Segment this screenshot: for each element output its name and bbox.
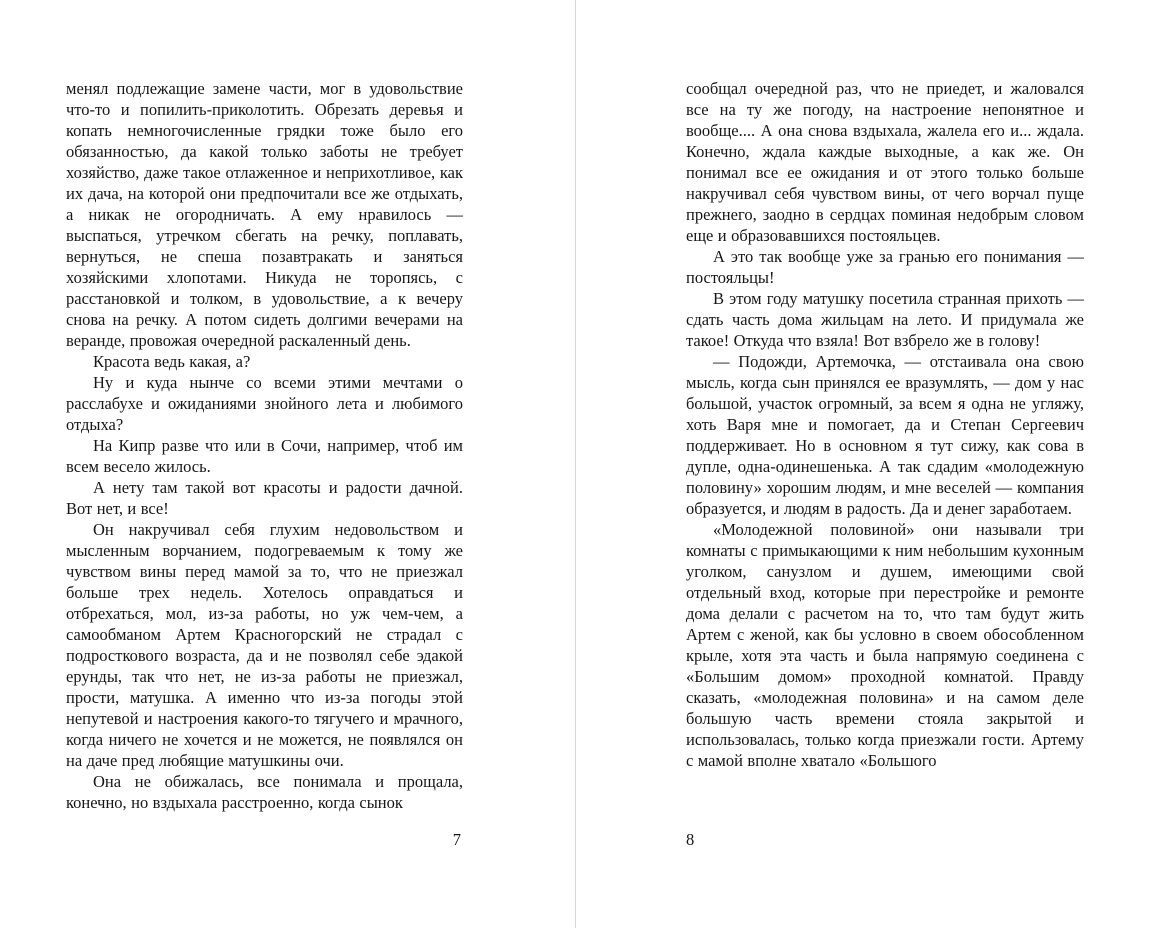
paragraph: — Подожди, Артемочка, — отстаивала она свою мысль, когда сын принялся ее вразумлять, — дом у нас большой, участок огромный, за всем я одна не угляжу, хоть Варя мне и помогает, да и Степан Сергеевич поддерживает. Но в основном я тут сижу, как сова в дупле, одна-одинешенька. А так сдадим «молодежную половину» хорошим людям, и мне веселей — компания образуется, и людям в радость. Да и денег заработаем. — [686, 352, 1084, 518]
page-left-text — [66, 78, 463, 813]
page-right — [577, 0, 1152, 928]
paragraph: менял подлежащие замене части, мог в удовольствие что-то и попилить-приколотить. Обрезать деревья и копать немногочисленные грядки тоже было его обязанностью, да какой только заботы не требует хозяйство, даже такое отлаженное и неприхотливое, как их дача, на которой они предпочитали все же отдыхать, а никак не огородничать. А ему нравилось — выспаться, утречком сбегать на речку, поплавать, вернуться, не спеша позавтракать и заняться хозяйскими хлопотами. Никуда не торопясь, с расстановкой и толком, в удовольствие, а к вечеру снова на речку. А потом сидеть долгими вечерами на веранде, провожая очередной раскаленный день. — [66, 79, 463, 350]
paragraph: Она не обижалась, все понимала и прощала, конечно, но вздыхала расстроенно, когда сынок — [66, 772, 463, 812]
paragraph: Ну и куда нынче со всеми этими мечтами о расслабухе и ожиданиями знойного лета и любимого отдыха? — [66, 373, 463, 434]
page-number-right: 8 — [686, 830, 695, 849]
page-left — [0, 0, 575, 928]
page-number-left: 7 — [452, 830, 461, 849]
paragraph: В этом году матушку посетила странная прихоть — сдать часть дома жильцам на лето. И придумала же такое! Откуда что взяла! Вот взбрело же в голову! — [686, 289, 1084, 350]
paragraph: «Молодежной половиной» они называли три комнаты с примыкающими к ним небольшим кухонным уголком, санузлом и душем, имеющими свой отдельный вход, которые при перестройке и ремонте дома делали с расчетом на то, что там будут жить Артем с женой, как бы условно в своем обособленном крыле, хотя эта часть и была напрямую соединена с «Большим домом» проходной комнатой. Правду сказать, «молодежная половина» и на самом деле большую часть времени стояла закрытой и использовалась, только когда приезжали гости. Артему с мамой вполне хватало «Большого — [686, 520, 1084, 770]
page-right-text — [686, 78, 1084, 771]
paragraph: Красота ведь какая, а? — [93, 352, 251, 371]
paragraph: сообщал очередной раз, что не приедет, и жаловался все на ту же погоду, на настроение непонятное и вообще.... А она снова вздыхала, жалела его и... ждала. Конечно, ждала каждые выходные, а как же. Он понимал все ее ожидания и от этого только больше накручивал себя чувством вины, от чего ворчал пуще прежнего, заодно в сердцах поминая недобрым словом еще и образовавшихся постояльцев. — [686, 79, 1084, 245]
page-divider — [575, 0, 576, 928]
paragraph: Он накручивал себя глухим недовольством и мысленным ворчанием, подогреваемым к тому же чувством вины перед мамой за то, что не приезжал больше трех недель. Хотелось оправдаться и отбрехаться, мол, из-за работы, но уж чем-чем, а самообманом Артем Красногорский не страдал с подросткового возраста, да и не позволял себе эдакой ерунды, так что нет, не из-за работы не приезжал, прости, матушка. А именно что из-за погоды этой непутевой и настроения какого-то тягучего и мрачного, когда ничего не хочется и не можется, не появлялся он на даче пред любящие матушкины очи. — [66, 520, 463, 770]
paragraph: На Кипр разве что или в Сочи, например, чтоб им всем весело жилось. — [66, 436, 463, 476]
paragraph: А это так вообще уже за гранью его понимания — постояльцы! — [686, 247, 1084, 287]
paragraph: А нету там такой вот красоты и радости дачной. Вот нет, и все! — [66, 478, 463, 518]
